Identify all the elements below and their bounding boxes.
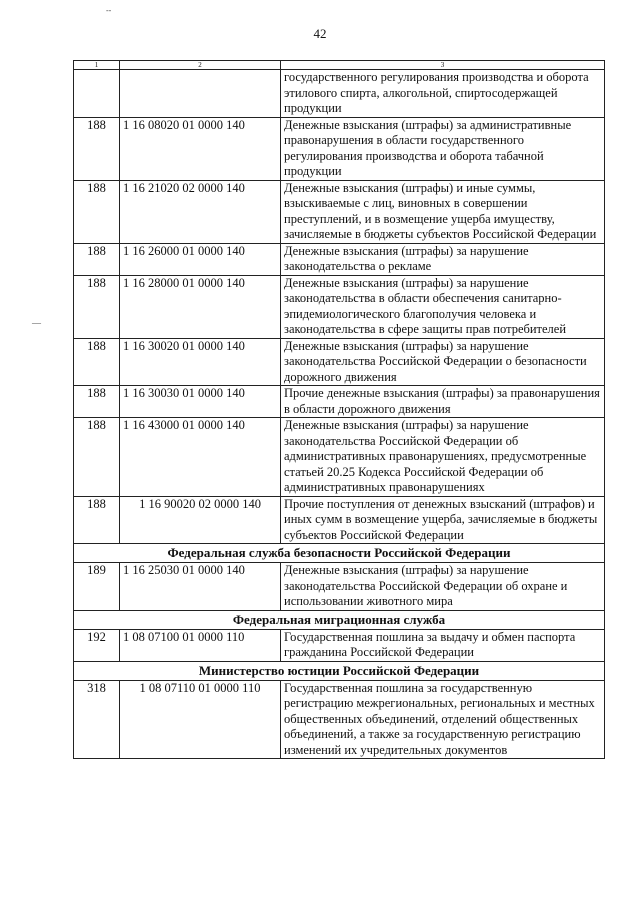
table-row (74, 386, 605, 418)
administrator-code-cell: 188 (74, 338, 120, 386)
table-row (74, 180, 605, 243)
revenue-description-cell: Денежные взыскания (штрафы) и иные суммы, взыскиваемые с лиц, виновных в совершении преступлений, и в возмещение ущерба имуществу, зачисляемые в бюджеты субъектов Российской Федерации (281, 180, 605, 243)
top-scan-mark: -- (106, 6, 112, 15)
revenue-description-cell: Денежные взыскания (штрафы) за нарушение законодательства в области обеспечения санитарно-эпидемиологического благополучия человека и законодательства в сфере защиты прав потребителей (281, 275, 605, 338)
revenue-description-cell: Государственная пошлина за выдачу и обмен паспорта гражданина Российской Федерации (281, 629, 605, 661)
table-row (74, 117, 605, 180)
column-header-1: 1 (74, 61, 120, 70)
administrator-code-cell: 188 (74, 418, 120, 497)
table-row (74, 243, 605, 275)
revenue-description-cell: Денежные взыскания (штрафы) за административные правонарушения в области государственного регулирования производства и оборота табачной продукции (281, 117, 605, 180)
margin-scan-mark: — (32, 318, 41, 328)
administrator-code-cell: 188 (74, 496, 120, 544)
section-title: Федеральная служба безопасности Российской Федерации (74, 544, 605, 563)
revenue-codes-table (73, 60, 605, 759)
table-row (74, 629, 605, 661)
budget-classification-code-cell: 1 16 90020 02 0000 140 (120, 496, 281, 544)
section-header-row (74, 544, 605, 563)
budget-classification-code-cell: 1 16 30020 01 0000 140 (120, 338, 281, 386)
administrator-code-cell: 188 (74, 180, 120, 243)
administrator-code-cell: 318 (74, 680, 120, 759)
revenue-description-cell: Прочие поступления от денежных взысканий (штрафов) и иных сумм в возмещение ущерба, зачисляемые в бюджеты субъектов Российской Федерации (281, 496, 605, 544)
budget-classification-code-cell: 1 08 07110 01 0000 110 (120, 680, 281, 759)
budget-classification-code-cell: 1 16 21020 02 0000 140 (120, 180, 281, 243)
administrator-code-cell: 188 (74, 243, 120, 275)
section-title: Министерство юстиции Российской Федерации (74, 661, 605, 680)
revenue-description-cell: Прочие денежные взыскания (штрафы) за правонарушения в области дорожного движения (281, 386, 605, 418)
section-header-row (74, 661, 605, 680)
column-number-header-row (74, 61, 605, 70)
revenue-description-cell: Денежные взыскания (штрафы) за нарушение законодательства Российской Федерации о безопасности дорожного движения (281, 338, 605, 386)
administrator-code-cell (74, 70, 120, 118)
budget-classification-code-cell (120, 70, 281, 118)
table-row (74, 70, 605, 118)
page-number: 42 (313, 26, 327, 41)
column-header-2: 2 (120, 61, 281, 70)
budget-classification-code-cell: 1 16 26000 01 0000 140 (120, 243, 281, 275)
table-row (74, 680, 605, 759)
budget-classification-code-cell: 1 16 43000 01 0000 140 (120, 418, 281, 497)
administrator-code-cell: 188 (74, 117, 120, 180)
revenue-description-cell: Денежные взыскания (штрафы) за нарушение законодательства Российской Федерации об административных правонарушениях, предусмотренные статьей 20.25 Кодекса Российской Федерации об административных правонарушениях (281, 418, 605, 497)
budget-classification-code-cell: 1 16 30030 01 0000 140 (120, 386, 281, 418)
budget-classification-code-cell: 1 16 25030 01 0000 140 (120, 563, 281, 611)
budget-classification-code-cell: 1 16 28000 01 0000 140 (120, 275, 281, 338)
section-header-row (74, 610, 605, 629)
administrator-code-cell: 188 (74, 386, 120, 418)
table-row (74, 418, 605, 497)
administrator-code-cell: 192 (74, 629, 120, 661)
table-row (74, 338, 605, 386)
column-header-3: 3 (281, 61, 605, 70)
table-row (74, 563, 605, 611)
budget-classification-code-cell: 1 08 07100 01 0000 110 (120, 629, 281, 661)
budget-classification-code-cell: 1 16 08020 01 0000 140 (120, 117, 281, 180)
revenue-description-cell: Денежные взыскания (штрафы) за нарушение законодательства Российской Федерации об охране и использовании животного мира (281, 563, 605, 611)
section-title: Федеральная миграционная служба (74, 610, 605, 629)
table-row (74, 275, 605, 338)
administrator-code-cell: 188 (74, 275, 120, 338)
administrator-code-cell: 189 (74, 563, 120, 611)
revenue-description-cell: Государственная пошлина за государственную регистрацию межрегиональных, региональных и местных общественных объединений, отделений общественных объединений, а также за государственную регистрацию изменений их учредительных документов (281, 680, 605, 759)
revenue-description-cell: государственного регулирования производства и оборота этилового спирта, алкогольной, спиртосодержащей продукции (281, 70, 605, 118)
revenue-description-cell: Денежные взыскания (штрафы) за нарушение законодательства о рекламе (281, 243, 605, 275)
table-row (74, 496, 605, 544)
